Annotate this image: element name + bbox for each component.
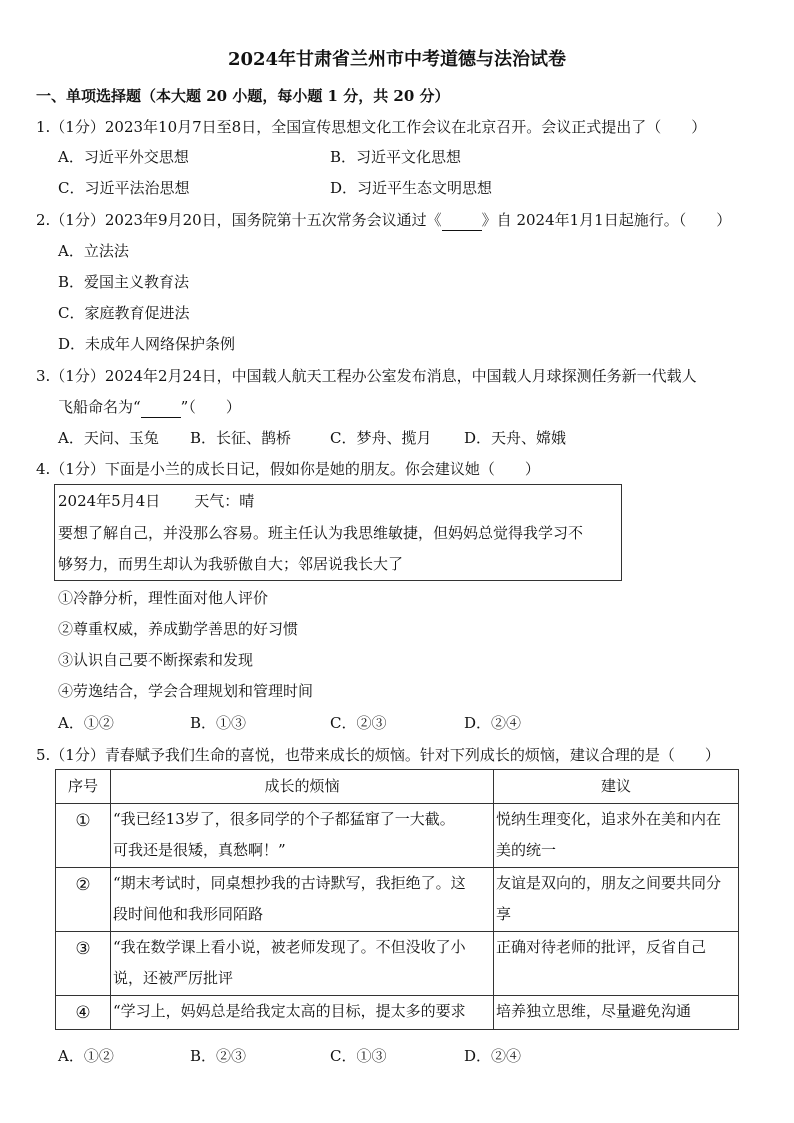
row-worry xyxy=(111,868,494,932)
header-advice: 建议 xyxy=(494,770,739,804)
row-worry xyxy=(111,932,494,996)
row-advice xyxy=(494,996,739,1030)
worry-line: 段时间他和我形同陌路 xyxy=(113,905,264,923)
q1-option-b: B．习近平文化思想 xyxy=(330,148,462,166)
q3-option-b: B．长征、鹊桥 xyxy=(190,429,292,447)
table-row xyxy=(56,804,739,868)
header-worry: 成长的烦恼 xyxy=(111,770,494,804)
q4-option-a: A．①② xyxy=(58,714,114,732)
q2-stem-suffix: 》自 2024年1月1日起施行。（ ） xyxy=(481,211,732,229)
q4-statement-2: ②尊重权威，养成勤学善思的好习惯 xyxy=(58,620,299,638)
worry-line: 可我还是很矮，真愁啊！” xyxy=(113,841,286,859)
q1-option-d: D．习近平生态文明思想 xyxy=(330,179,493,197)
q2-option-d: D．未成年人网络保护条例 xyxy=(58,335,236,353)
question-3-stem-line2 xyxy=(58,397,241,418)
row-number: ① xyxy=(56,804,111,868)
row-advice xyxy=(494,868,739,932)
q2-option-b: B．爱国主义教育法 xyxy=(58,273,190,291)
diary-weather: 天气：晴 xyxy=(194,492,255,510)
question-4-stem: 4.（1分）下面是小兰的成长日记，假如你是她的朋友。你会建议她（ ） xyxy=(36,460,540,478)
q4-statement-1: ①冷静分析，理性面对他人评价 xyxy=(58,589,269,607)
q5-option-a: A．①② xyxy=(58,1047,114,1065)
table-header-row xyxy=(56,770,739,804)
advice-line: 美的统一 xyxy=(496,841,557,859)
q4-statement-3: ③认识自己要不断探索和发现 xyxy=(58,651,254,669)
worry-line: “我在数学课上看小说，被老师发现了。不但没收了小 xyxy=(113,938,466,956)
diary-line-2: 够努力，而男生却认为我骄傲自大；邻居说我长大了 xyxy=(58,555,404,573)
advice-line: 培养独立思维，尽量避免沟通 xyxy=(496,1002,692,1020)
q2-option-c: C．家庭教育促进法 xyxy=(58,304,190,322)
q1-option-c: C．习近平法治思想 xyxy=(58,179,190,197)
q3-blank xyxy=(141,397,181,418)
question-3-stem: 3.（1分）2024年2月24日，中国载人航天工程办公室发布消息，中国载人月球探测任务新一代载人 xyxy=(36,367,697,385)
advice-line: 享 xyxy=(496,905,512,923)
q5-option-c: C．①③ xyxy=(330,1047,387,1065)
row-number: ③ xyxy=(56,932,111,996)
diary-date: 2024年5月4日 xyxy=(58,492,161,510)
diary-line-1: 要想了解自己，并没那么容易。班主任认为我思维敏捷，但妈妈总觉得我学习不 xyxy=(58,524,584,542)
q4-statement-4: ④劳逸结合，学会合理规划和管理时间 xyxy=(58,682,314,700)
advice-line: 友谊是双向的，朋友之间要共同分 xyxy=(496,874,722,892)
row-advice xyxy=(494,932,739,996)
worry-line: “学习上，妈妈总是给我定太高的目标，提太多的要求 xyxy=(113,1002,466,1020)
q3-option-a: A．天问、玉兔 xyxy=(58,429,159,447)
q4-option-d: D．②④ xyxy=(464,714,522,732)
worry-line: “我已经13岁了，很多同学的个子都猛窜了一大截。 xyxy=(113,810,455,828)
row-number: ④ xyxy=(56,996,111,1030)
q2-stem-prefix: 2.（1分）2023年9月20日，国务院第十五次常务会议通过《 xyxy=(36,211,442,229)
row-worry xyxy=(111,996,494,1030)
q3-option-d: D．天舟、嫦娥 xyxy=(464,429,567,447)
q2-blank xyxy=(442,210,482,231)
worries-table xyxy=(55,769,739,1030)
table-row xyxy=(56,932,739,996)
question-1-stem: 1.（1分）2023年10月7日至8日，全国宣传思想文化工作会议在北京召开。会议正式提出了（ ） xyxy=(36,118,707,136)
question-5-stem: 5.（1分）青春赋予我们生命的喜悦，也带来成长的烦恼。针对下列成长的烦恼，建议合理的是（ ） xyxy=(36,746,720,764)
row-advice xyxy=(494,804,739,868)
diary-header xyxy=(58,491,254,511)
row-number: ② xyxy=(56,868,111,932)
q4-option-c: C．②③ xyxy=(330,714,387,732)
row-worry xyxy=(111,804,494,868)
page-title: 2024年甘肃省兰州市中考道德与法治试卷 xyxy=(227,49,567,70)
q5-option-d: D．②④ xyxy=(464,1047,522,1065)
q4-option-b: B．①③ xyxy=(190,714,247,732)
q2-option-a: A．立法法 xyxy=(58,242,129,260)
q3-option-c: C．梦舟、揽月 xyxy=(330,429,432,447)
q1-option-a: A．习近平外交思想 xyxy=(58,148,189,166)
advice-line: 悦纳生理变化，追求外在美和内在 xyxy=(496,810,722,828)
header-number: 序号 xyxy=(56,770,111,804)
q5-option-b: B．②③ xyxy=(190,1047,247,1065)
table-row xyxy=(56,868,739,932)
advice-line: 正确对待老师的批评，反省自己 xyxy=(496,938,707,956)
q3-stem-suffix: ”（ ） xyxy=(180,398,241,416)
section-heading: 一、单项选择题（本大题 20 小题，每小题 1 分，共 20 分） xyxy=(36,87,450,105)
table-row xyxy=(56,996,739,1030)
worry-line: 说，还被严厉批评 xyxy=(113,969,234,987)
diary-box xyxy=(54,484,622,581)
worry-line: “期末考试时，同桌想抄我的古诗默写，我拒绝了。这 xyxy=(113,874,466,892)
q3-stem-prefix: 飞船命名为“ xyxy=(58,398,141,416)
question-2-stem xyxy=(36,210,731,231)
